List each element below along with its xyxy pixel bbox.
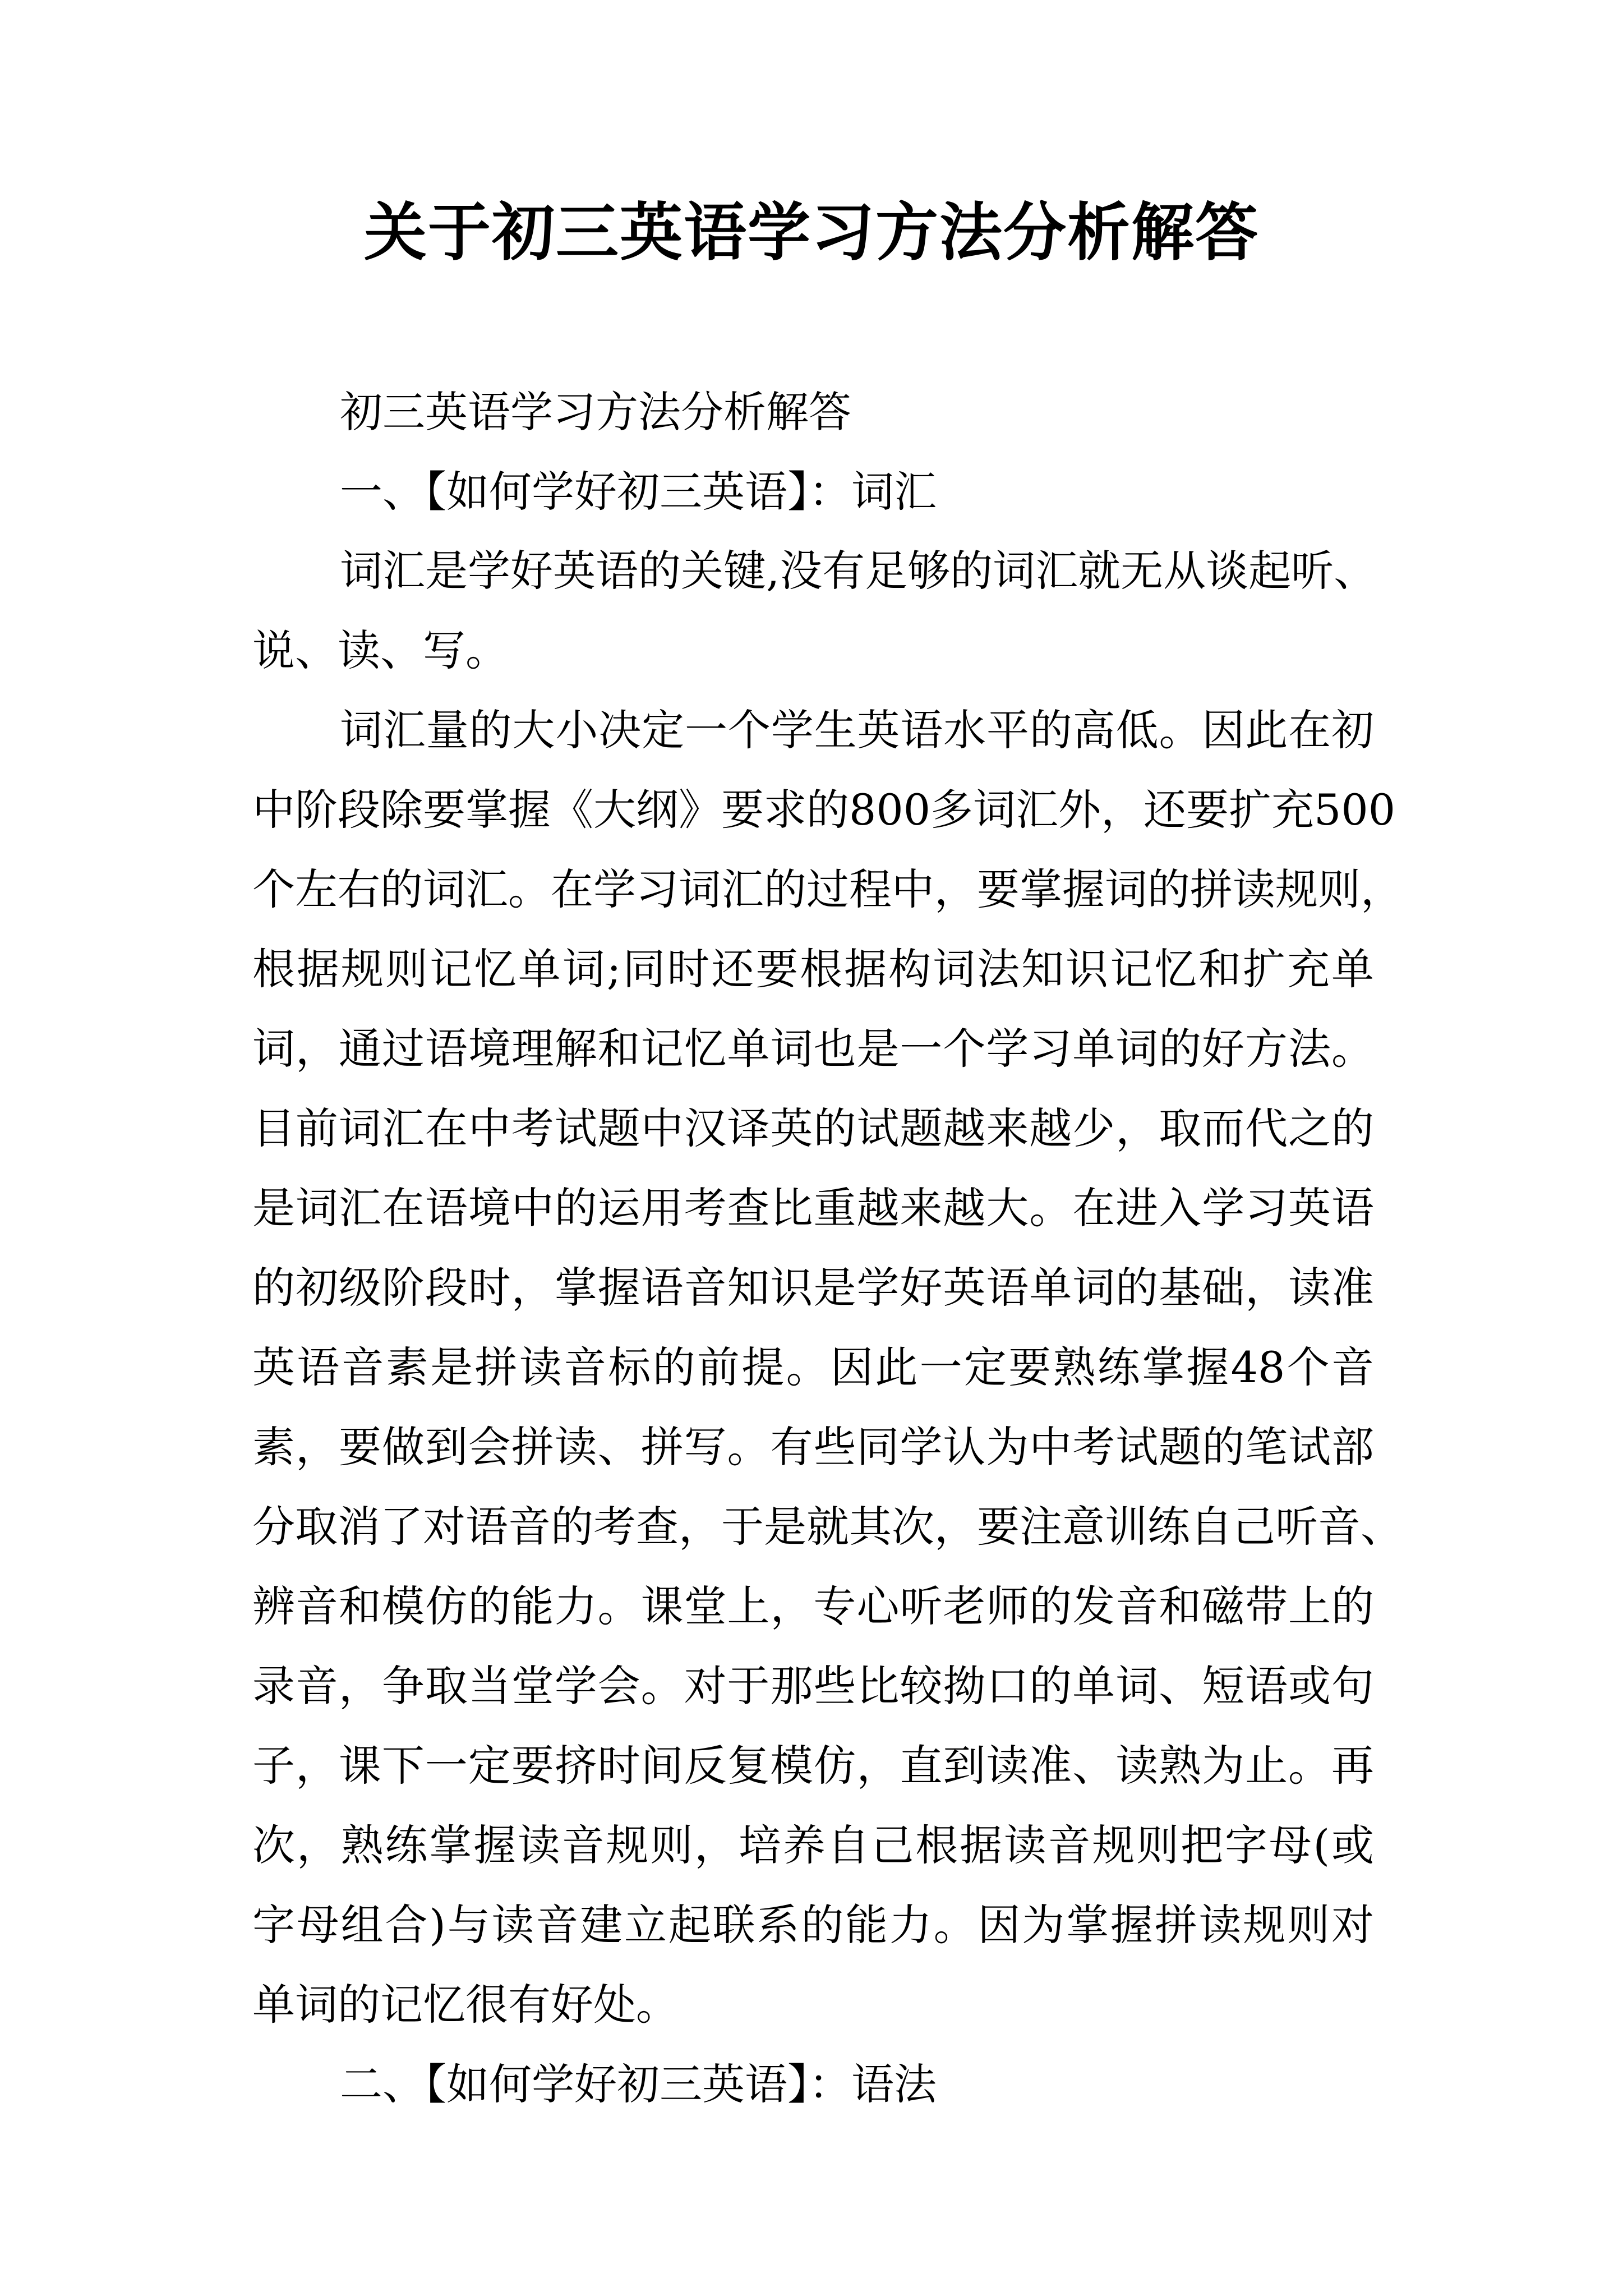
body-line: 素，要做到会拼读、拼写。有些同学认为中考试题的笔试部 <box>252 1422 1374 1472</box>
section-heading-grammar: 二、【如何学好初三英语】：语法 <box>340 2059 937 2109</box>
body-line: 英语音素是拼读音标的前提。因此一定要熟练掌握48个音 <box>252 1342 1374 1392</box>
body-line: 录音，争取当堂学会。对于那些比较拗口的单词、短语或句 <box>252 1661 1374 1711</box>
body-line: 的初级阶段时，掌握语音知识是学好英语单词的基础，读准 <box>252 1263 1374 1313</box>
body-line: 词汇是学好英语的关键,没有足够的词汇就无从谈起听、 <box>340 546 1377 596</box>
body-line: 说、读、写。 <box>252 625 508 675</box>
body-line: 词汇量的大小决定一个学生英语水平的高低。因此在初 <box>340 705 1374 755</box>
body-line: 辨音和模仿的能力。课堂上，专心听老师的发音和磁带上的 <box>252 1581 1374 1631</box>
section-heading-vocabulary: 一、【如何学好初三英语】：词汇 <box>340 467 937 517</box>
body-line: 分取消了对语音的考查，于是就其次，要注意训练自己听音、 <box>252 1502 1403 1552</box>
body-line: 次，熟练掌握读音规则，培养自己根据读音规则把字母(或 <box>252 1820 1374 1870</box>
body-line: 个左右的词汇。在学习词汇的过程中，要掌握词的拼读规则， <box>252 864 1403 914</box>
body-line: 词，通过语境理解和记忆单词也是一个学习单词的好方法。 <box>252 1024 1374 1074</box>
subtitle-line: 初三英语学习方法分析解答 <box>340 387 851 437</box>
body-line: 字母组合)与读音建立起联系的能力。因为掌握拼读规则对 <box>252 1900 1374 1950</box>
body-line: 单词的记忆很有好处。 <box>252 1980 679 2030</box>
body-line: 根据规则记忆单词;同时还要根据构词法知识记忆和扩充单 <box>252 944 1374 994</box>
body-line: 子，课下一定要挤时间反复模仿，直到读准、读熟为止。再 <box>252 1741 1374 1791</box>
body-line: 是词汇在语境中的运用考查比重越来越大。在进入学习英语 <box>252 1183 1374 1233</box>
document-title: 关于初三英语学习方法分析解答 <box>364 196 1259 269</box>
body-line: 中阶段除要掌握《大纲》要求的800多词汇外，还要扩充500 <box>252 785 1396 835</box>
body-line: 目前词汇在中考试题中汉译英的试题越来越少，取而代之的 <box>252 1103 1374 1153</box>
